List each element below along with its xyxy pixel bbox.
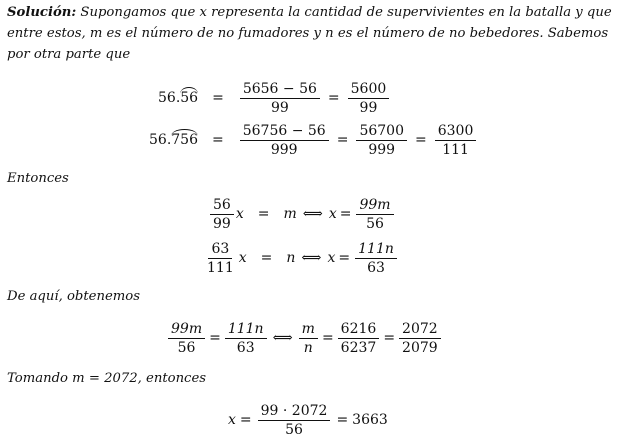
denominator: 99: [359, 99, 378, 116]
equals: =: [212, 90, 224, 106]
iff: ⟺: [301, 250, 322, 266]
denominator: 999: [368, 141, 396, 158]
equals: =: [212, 132, 224, 148]
fraction-99m-56: [168, 320, 205, 357]
denominator: 63: [236, 339, 255, 356]
denominator: 56: [285, 421, 303, 438]
intro-paragraph: [7, 2, 633, 65]
fraction-63-111: [204, 240, 237, 277]
equation-m: [208, 192, 396, 236]
equals: =: [209, 330, 221, 346]
equals: =: [327, 90, 340, 106]
numerator: 6300: [435, 122, 477, 141]
equals: =: [338, 250, 351, 266]
fraction-111n-63: [225, 320, 267, 357]
text-de-aqui: De aquí, obtenemos: [7, 289, 140, 304]
equals: =: [415, 132, 427, 148]
equation-repeating-56: [158, 76, 391, 120]
var-m: m: [283, 206, 297, 222]
numerator: 56756 − 56: [240, 122, 329, 141]
numerator: 2072: [399, 320, 441, 339]
numerator: m: [299, 320, 318, 339]
denominator: n: [303, 339, 313, 356]
equation-ratio: [166, 316, 443, 360]
denominator: 56: [177, 339, 196, 356]
equals: =: [321, 330, 334, 346]
numerator: 6216: [338, 320, 380, 339]
var-x: x: [328, 206, 337, 222]
denominator: 111: [207, 259, 234, 276]
lhs-int: 56.: [158, 90, 181, 106]
fraction-result: [258, 402, 331, 439]
fraction-2072-2079: [399, 320, 441, 357]
fraction-99m-56: [356, 196, 393, 233]
numerator: 5656 − 56: [240, 80, 320, 99]
var-x: x: [228, 412, 236, 428]
equals: =: [336, 132, 349, 148]
denominator: 63: [367, 259, 385, 276]
denominator: 111: [442, 141, 469, 158]
fraction-1: [240, 80, 320, 117]
fraction-111n-63: [355, 240, 397, 277]
equals: =: [260, 250, 273, 266]
numerator: 111n: [225, 320, 267, 339]
denominator: 6237: [340, 339, 377, 356]
denominator: 99: [270, 99, 289, 116]
iff: ⟺: [302, 206, 323, 222]
numerator: 56: [210, 196, 234, 215]
equation-result: [228, 398, 388, 442]
denominator: 56: [366, 215, 384, 232]
fraction-3: [435, 122, 477, 159]
var-x: x: [327, 250, 336, 266]
equals: =: [339, 206, 352, 222]
numerator: 111n: [355, 240, 397, 259]
fraction-1: [240, 122, 329, 159]
numerator: 5600: [348, 80, 390, 99]
fraction-m-n: [299, 320, 318, 357]
intro-text: Supongamos que x representa la cantidad de supervivientes en la batalla y que entre estos, m es el número de no fumadores y n es el número de no bebedores. Sabemos por otra parte que: [7, 5, 612, 62]
iff: ⟺: [272, 330, 293, 346]
solution-label: Solución:: [7, 5, 77, 20]
numerator: 99m: [168, 320, 205, 339]
equation-repeating-756: [149, 118, 478, 162]
equals: =: [257, 206, 270, 222]
equals: =: [336, 412, 349, 428]
numerator: 99m: [356, 196, 393, 215]
lhs-repeating: 756: [171, 132, 198, 148]
denominator: 999: [270, 141, 298, 158]
numerator: 56700: [356, 122, 407, 141]
text-tomando: Tomando m = 2072, entonces: [7, 371, 207, 386]
fraction-56-99: [210, 196, 234, 233]
text-entonces: Entonces: [7, 171, 69, 186]
fraction-6216-6237: [338, 320, 380, 357]
equals: =: [239, 412, 252, 428]
numerator: 63: [208, 240, 232, 259]
denominator: 99: [213, 215, 231, 232]
var-n: n: [286, 250, 296, 266]
var-x: x: [235, 206, 244, 222]
fraction-2: [348, 80, 390, 117]
result-value: 3663: [352, 412, 388, 428]
equals: =: [383, 330, 396, 346]
numerator: 99 · 2072: [258, 402, 331, 421]
fraction-2: [356, 122, 407, 159]
lhs-int: 56.: [149, 132, 172, 148]
denominator: 2079: [402, 339, 438, 356]
lhs-repeating: 56: [180, 90, 199, 106]
var-x: x: [238, 250, 247, 266]
equation-n: [202, 236, 399, 280]
